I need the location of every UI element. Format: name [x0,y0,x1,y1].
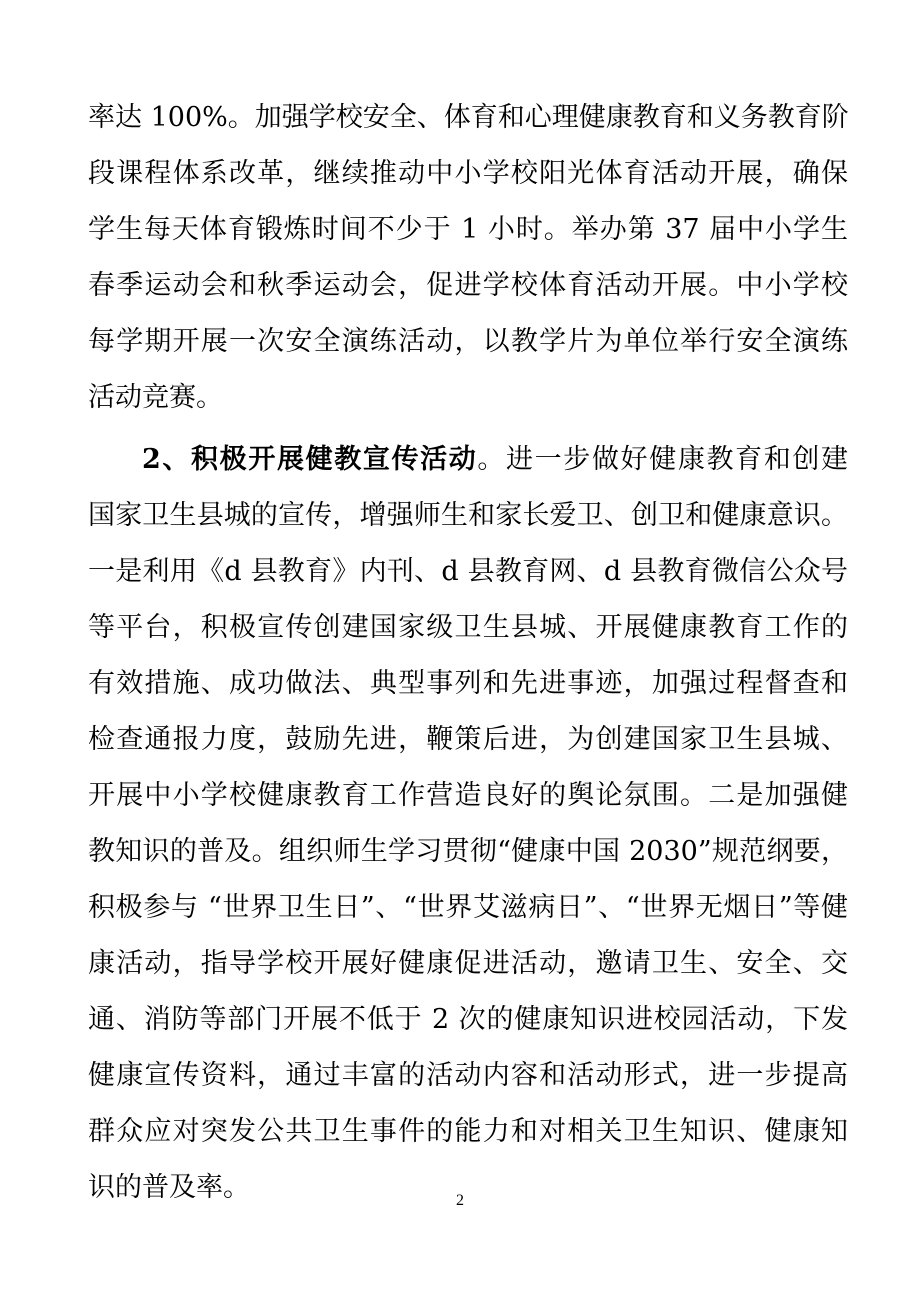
text-line: 春季运动会和秋季运动会，促进学校体育活动开展。中小学校 [88,270,848,301]
text-line: 健康宣传资料，通过丰富的活动内容和活动形式，进一步提高 [88,1060,848,1091]
text-line: 等平台，积极宣传创建国家级卫生县城、开展健康教育工作的 [88,612,848,643]
text-line: 段课程体系改革，继续推动中小学校阳光体育活动开展，确保 [88,158,848,189]
text-line: 开展中小学校健康教育工作营造良好的舆论氛围。二是加强健 [88,780,848,811]
body-text [88,90,848,1216]
text-line: 检查通报力度，鼓励先进，鞭策后进，为创建国家卫生县城、 [88,724,848,755]
text-line: 活动竞赛。 [88,382,223,413]
section-heading: 2、积极开展健教宣传活动 [142,444,478,475]
text-line: 群众应对突发公共卫生事件的能力和对相关卫生知识、健康知 [88,1116,848,1147]
text-line: 积极参与 “世界卫生日”、“世界艾滋病日”、“世界无烟日”等健 [88,892,848,923]
text-line: 一是利用《d 县教育》内刊、d 县教育网、d 县教育微信公众号 [88,556,848,587]
text-line: 每学期开展一次安全演练活动，以教学片为单位举行安全演练 [88,326,848,357]
text-line: 康活动，指导学校开展好健康促进活动，邀请卫生、安全、交 [88,948,848,979]
text-line: 通、消防等部门开展不低于 2 次的健康知识进校园活动，下发 [88,1004,848,1035]
text-line: 教知识的普及。组织师生学习贯彻“健康中国 2030”规范纲要， [88,836,848,867]
text-line: 率达 100%。加强学校安全、体育和心理健康教育和义务教育阶 [88,102,849,133]
section-heading-line [88,432,848,488]
text-line: 识的普及率。 [88,1172,250,1203]
text-line: 有效措施、成功做法、典型事列和先进事迹，加强过程督查和 [88,668,848,699]
text-line: 国家卫生县城的宣传，增强师生和家长爱卫、创卫和健康意识。 [88,500,848,531]
heading-line-rest: 。进一步做好健康教育和创建 [477,444,848,475]
page-number: 2 [456,1192,464,1209]
text-line: 学生每天体育锻炼时间不少于 1 小时。举办第 37 届中小学生 [88,214,848,245]
